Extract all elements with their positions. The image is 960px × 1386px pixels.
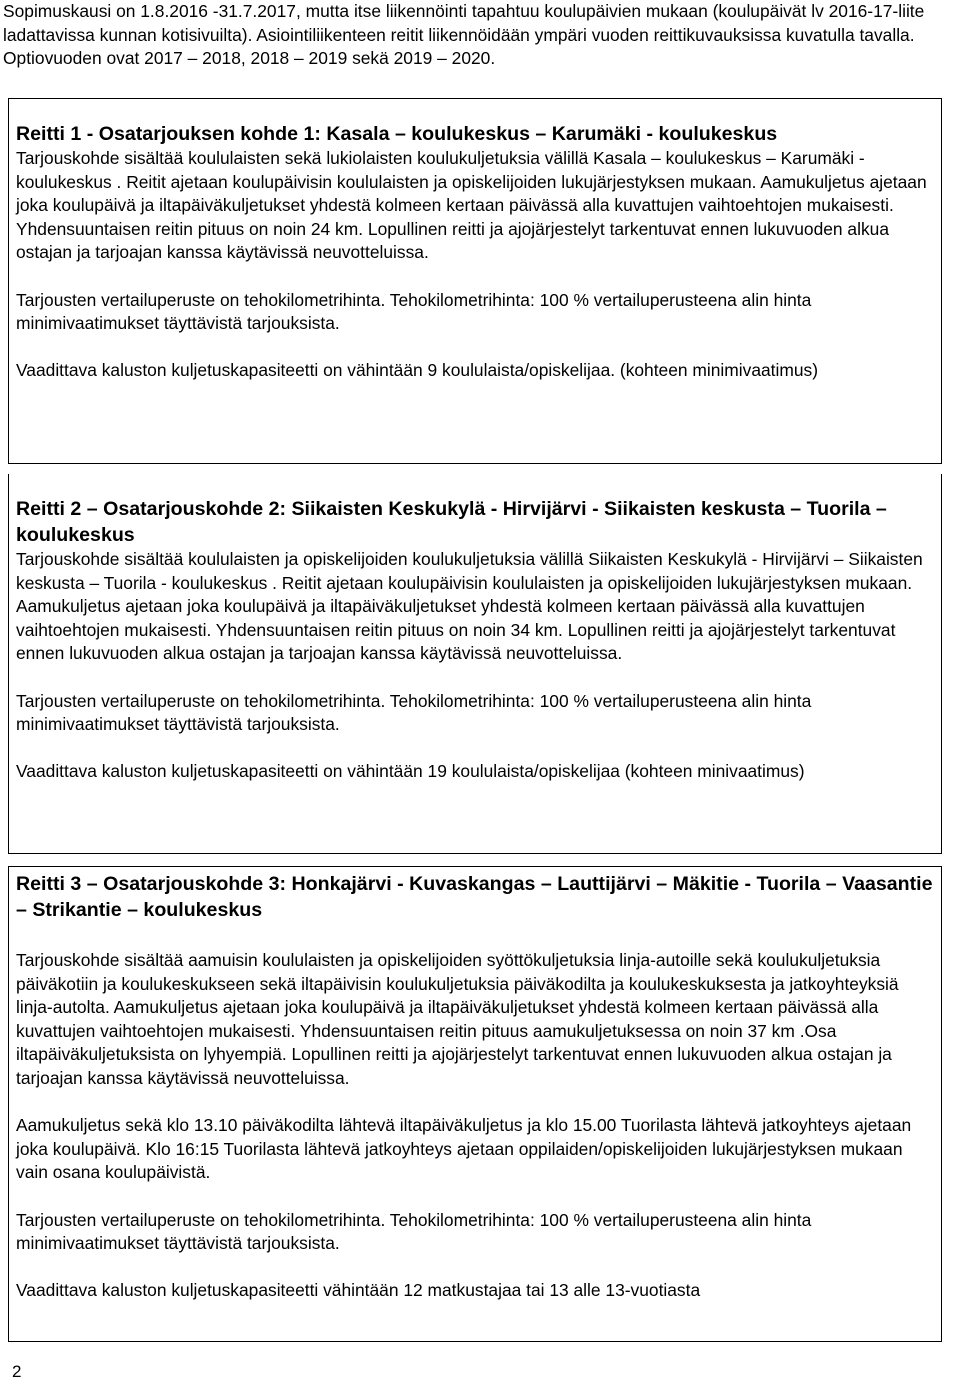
route-3-capacity: Vaadittava kaluston kuljetuskapasiteetti vähintään 12 matkustajaa tai 13 alle 13-vuotiasta <box>16 1280 701 1301</box>
route-1-capacity: Vaadittava kaluston kuljetuskapasiteetti on vähintään 9 koululaista/opiskelijaa. (kohteen minimivaatimus) <box>16 360 819 381</box>
route-2-box <box>8 474 942 854</box>
route-2-description: Tarjouskohde sisältää koululaisten ja opiskelijoiden koulukuljetuksia välillä Siikaisten Keskukylä - Hirvijärvi – Siikaisten keskusta – Tuorila - koulukeskus . Reitit ajetaan koulupäivisin koululaisten ja opiskelijoiden lukujärjestyksen mukaan. Aamukuljetus ajetaan joka koulupäivä ja iltapäiväkuljetukset yhdestä kolmeen kertaan päivässä alla kuvattujen vaihtoehtojen mukaisesti. Yhdensuuntaisen reitin pituus on noin 34 km. Lopullinen reitti ja ajojärjestelyt tarkentuvat ennen lukuvuoden alkua ostajan ja tarjoajan kanssa käytävissä neuvotteluissa. <box>16 549 923 664</box>
route-3-box <box>8 866 942 1342</box>
intro-paragraph: Sopimuskausi on 1.8.2016 -31.7.2017, mutta itse liikennöinti tapahtuu koulupäivien mukaan (koulupäivät lv 2016-17-liite ladattavissa kunnan kotisivuilta). Asiointiliikenteen reitit liikennöidään ympäri vuoden reittikuvauksissa kuvatulla tavalla. Optiovuoden ovat 2017 – 2018, 2018 – 2019 sekä 2019 – 2020. <box>3 1 925 69</box>
route-3-comparison: Tarjousten vertailuperuste on tehokilometrihinta. Tehokilometrihinta: 100 % vertailuperusteena alin hinta minimivaatimukset täyttävistä tarjouksista. <box>16 1209 812 1254</box>
route-2-capacity: Vaadittava kaluston kuljetuskapasiteetti on vähintään 19 koululaista/opiskelijaa (kohteen minivaatimus) <box>16 761 805 782</box>
route-2-heading: Reitti 2 – Osatarjouskohde 2: Siikaisten Keskukylä - Hirvijärvi - Siikaisten keskusta – Tuorila – koulukeskus <box>16 498 887 546</box>
route-1-comparison: Tarjousten vertailuperuste on tehokilometrihinta. Tehokilometrihinta: 100 % vertailuperusteena alin hinta minimivaatimukset täyttävistä tarjouksista. <box>16 289 812 334</box>
page-number: 2 <box>12 1362 22 1381</box>
intro-section <box>0 0 955 71</box>
route-2-comparison: Tarjousten vertailuperuste on tehokilometrihinta. Tehokilometrihinta: 100 % vertailuperusteena alin hinta minimivaatimukset täyttävistä tarjouksista. <box>16 690 812 735</box>
route-1-heading: Reitti 1 - Osatarjouksen kohde 1: Kasala – koulukeskus – Karumäki - koulukeskus <box>16 123 778 145</box>
route-1-box <box>8 98 942 464</box>
route-3-schedule: Aamukuljetus sekä klo 13.10 päiväkodilta lähtevä iltapäiväkuljetus ja klo 15.00 Tuorilasta lähtevä jatkoyhteys ajetaan joka koulupäivä. Klo 16:15 Tuorilasta lähtevä jatkoyhteys ajetaan oppilaiden/opiskelijoiden lukujärjestyksen mukaan vain osana koulupäivistä. <box>16 1115 912 1183</box>
route-3-description: Tarjouskohde sisältää aamuisin koululaisten ja opiskelijoiden syöttökuljetuksia linja-autoille sekä koulukuljetuksia päiväkotiin ja koulukeskukseen sekä iltapäivisin koulukuljetuksia päiväkodilta ja koulukeskuksesta ja jatkoyhteyksiä linja-autolta. Aamukuljetus ajetaan joka koulupäivä ja iltapäiväkuljetukset yhdestä kolmeen kertaan päivässä alla kuvattujen vaihtoehtojen mukaisesti. Yhdensuuntaisen reitin pituus aamukuljetuksessa on noin 37 km .Osa iltapäiväkuljetuksista on lyhyempiä. Lopullinen reitti ja ajojärjestelyt tarkentuvat ennen lukuvuoden alkua ostajan ja tarjoajan kanssa käytävissä neuvotteluissa. <box>16 950 899 1088</box>
route-3-heading: Reitti 3 – Osatarjouskohde 3: Honkajärvi - Kuvaskangas – Lauttijärvi – Mäkitie - Tuorila – Vaasantie – Strikantie – koulukeskus <box>16 873 933 921</box>
route-1-description: Tarjouskohde sisältää koululaisten sekä lukiolaisten koulukuljetuksia välillä Kasala – koulukeskus – Karumäki - koulukeskus . Reitit ajetaan koulupäivisin koululaisten ja opiskelijoiden lukujärjestyksen mukaan. Aamukuljetus ajetaan joka koulupäivä ja iltapäiväkuljetukset yhdestä kolmeen kertaan päivässä alla kuvattujen vaihtoehtojen mukaisesti. Yhdensuuntaisen reitin pituus on noin 24 km. Lopullinen reitti ja ajojärjestelyt tarkentuvat ennen lukuvuoden alkua ostajan ja tarjoajan kanssa käytävissä neuvotteluissa. <box>16 148 927 263</box>
